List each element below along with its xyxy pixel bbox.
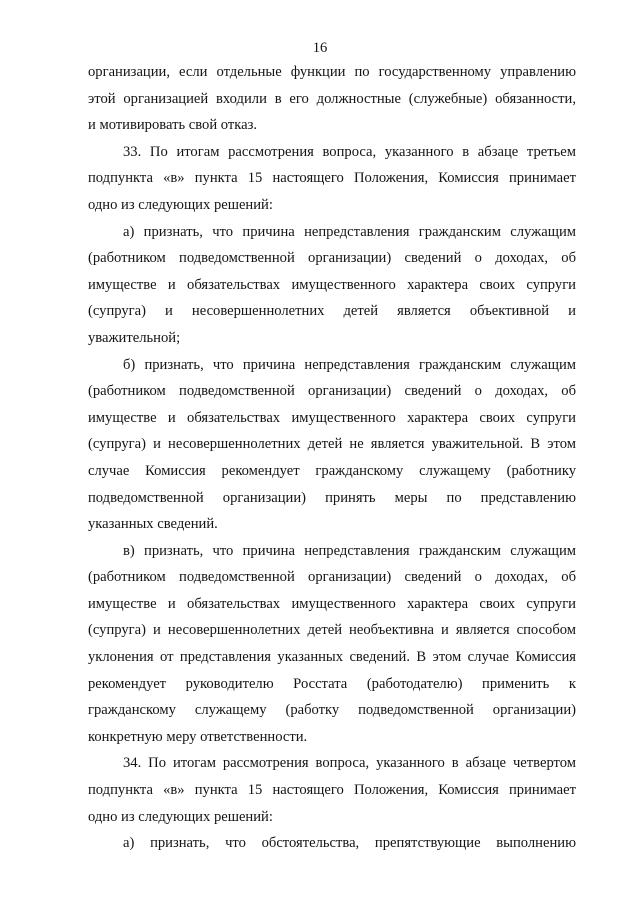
text-line: имуществе и обязательствах имущественного характера своих супруги: [88, 276, 576, 293]
text-line: одно из следующих решений:: [88, 196, 273, 213]
text-line: (работником подведомственной организации) сведений о доходах, об: [88, 383, 576, 400]
text-line: организации, если отдельные функции по государственному управлению: [88, 64, 576, 80]
text-line: этой организацией входили в его должностные (служебные) обязанности,: [88, 90, 576, 107]
text-line: а) признать, что обстоятельства, препятствующие выполнению: [123, 835, 576, 852]
text-line: подпункта «в» пункта 15 настоящего Положения, Комиссия принимает: [88, 782, 576, 799]
text-line: (супруга) и несовершеннолетних детей не является уважительной. В этом: [88, 436, 576, 453]
text-line: и мотивировать свой отказ.: [88, 117, 258, 134]
text-line: уважительной;: [88, 329, 181, 346]
page-number: 16: [312, 40, 328, 56]
text-line: одно из следующих решений:: [88, 808, 273, 825]
text-line: (супруга) и несовершеннолетних детей необъективна и является способом: [88, 622, 576, 639]
text-line: а) признать, что причина непредставления гражданским служащим: [123, 223, 576, 240]
text-line: указанных сведений.: [88, 516, 218, 533]
text-line: (супруга) и несовершеннолетних детей является объективной и: [88, 303, 576, 320]
text-line: в) признать, что причина непредставления гражданским служащим: [123, 542, 576, 559]
text-line: имуществе и обязательствах имущественного характера своих супруги: [88, 409, 576, 426]
text-line: случае Комиссия рекомендует гражданскому служащему (работнику: [88, 462, 576, 479]
text-line: б) признать, что причина непредставления гражданским служащим: [123, 356, 576, 373]
text-line: имуществе и обязательствах имущественного характера своих супруги: [88, 595, 576, 612]
text-line: рекомендует руководителю Росстата (работодателю) применить к: [88, 675, 576, 692]
text-line: 34. По итогам рассмотрения вопроса, указанного в абзаце четвертом: [123, 755, 576, 772]
text-line: конкретную меру ответственности.: [88, 728, 308, 745]
text-line: гражданскому служащему (работку подведомственной организации): [88, 702, 576, 719]
text-line: уклонения от представления указанных сведений. В этом случае Комиссия: [88, 649, 576, 666]
text-line: подпункта «в» пункта 15 настоящего Положения, Комиссия принимает: [88, 170, 576, 187]
document-body: [88, 59, 576, 857]
text-line: подведомственной организации) принять меры по представлению: [88, 489, 576, 506]
text-line: (работником подведомственной организации) сведений о доходах, об: [88, 250, 576, 267]
text-line: 33. По итогам рассмотрения вопроса, указанного в абзаце третьем: [123, 143, 576, 160]
text-line: (работником подведомственной организации) сведений о доходах, об: [88, 569, 576, 586]
